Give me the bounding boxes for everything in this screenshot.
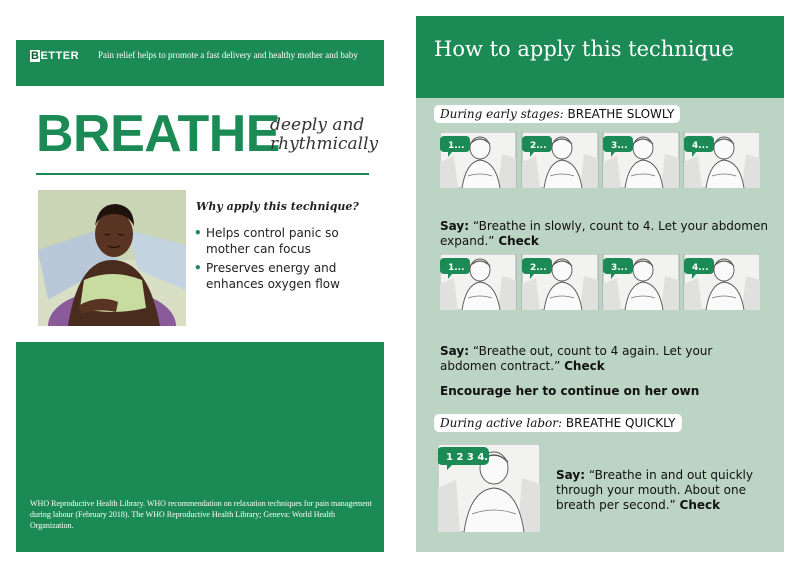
count-label: 2... [530,141,547,151]
bullet-icon: • [194,226,202,240]
citation: WHO Reproductive Health Library. WHO recommendation on relaxation techniques for pain management during labour (February 2018). The WHO Reproductive Health Library; Geneva: World Health Organization. [30,499,372,530]
count-label: 4... [692,263,709,273]
right-header-band [416,16,784,98]
count-label: 1... [448,263,465,273]
count-label: 3... [611,263,628,273]
page-title: How to apply this technique [434,37,734,61]
bullet-icon: • [194,261,202,275]
subheadline: deeply and rhythmically [270,115,379,154]
illustration-strip-inhale [440,132,760,188]
illustration-quick-breathing [438,444,540,532]
left-header-band [16,40,384,86]
tagline: Pain relief helps to promote a fast delivery and healthy mother and baby [98,50,358,60]
left-footer-band [16,342,384,552]
count-label: 4... [692,141,709,151]
breathing-woman-illustration [38,190,186,326]
encourage-text: Encourage her to continue on her own [440,384,700,398]
instruction-inhale: Say: “Breathe in slowly, count to 4. Let your abdomen expand.” Check [440,219,768,248]
divider [36,173,369,175]
illustration-strip-exhale [440,254,760,310]
instruction-quick: Say: “Breathe in and out quickly through your mouth. About one breath per second.” Check [556,468,753,512]
better-logo: BETTER [31,50,80,62]
count-label: 2... [530,263,547,273]
left-panel [16,40,384,552]
bullet-item: • Preserves energy and enhances oxygen flow [194,261,340,291]
quick-count-label: 1 2 3 4... [446,452,496,463]
headline: BREATHE [36,105,280,163]
section-heading-early: During early stages: BREATHE SLOWLY [434,105,680,123]
bullet-item: • Helps control panic so mother can focus [194,226,339,256]
right-panel [416,16,784,552]
instruction-exhale: Say: “Breathe out, count to 4 again. Let your abdomen contract.” Check [440,344,713,373]
count-label: 1... [448,141,465,151]
count-label: 3... [611,141,628,151]
section-heading-active: During active labor: BREATHE QUICKLY [434,414,682,432]
why-heading: Why apply this technique? [196,200,359,213]
